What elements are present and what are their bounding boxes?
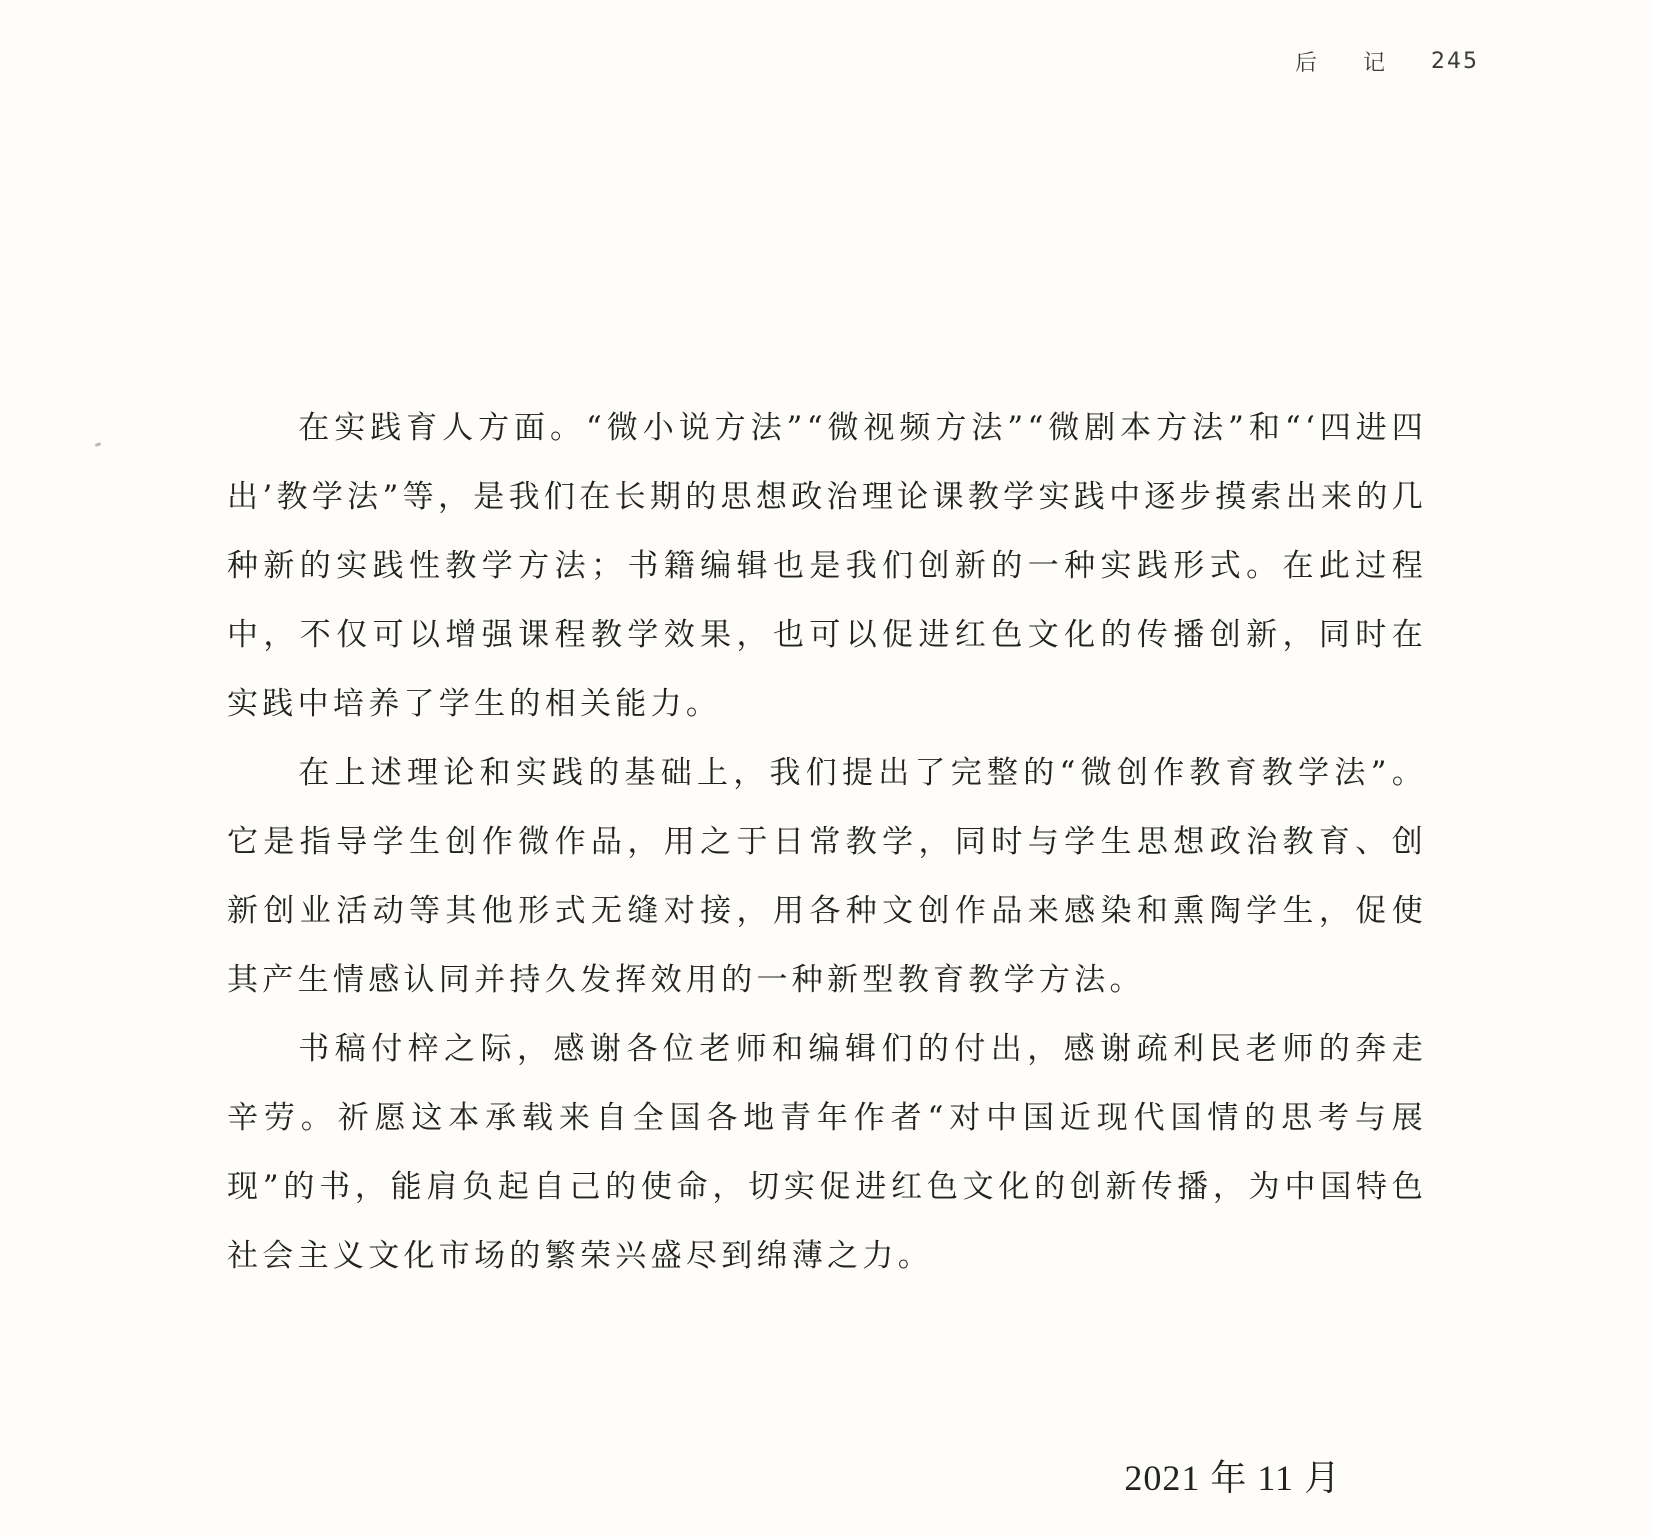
paragraph-thanks: 书稿付梓之际，感谢各位老师和编辑们的付出，感谢疏利民老师的奔走辛劳。祈愿这本承载来自全国各地青年作者“对中国近现代国情的思考与展现”的书，能肩负起自己的使命，切实促进红色文化的创新传播，为中国特色社会主义文化市场的繁荣兴盛尽到绵薄之力。 (227, 1031, 1427, 1274)
header-section-title: 后记 (1294, 51, 1431, 76)
paragraph-practice: 在实践育人方面。“微小说方法”“微视频方法”“微剧本方法”和“‘四进四出’教学法”等，是我们在长期的思想政治理论课教学实践中逐步摸索出来的几种新的实践性教学方法；书籍编辑也是我们创新的一种实践形式。在此过程中，不仅可以增强课程教学效果，也可以促进红色文化的传播创新，同时在实践中培养了学生的相关能力。 (227, 410, 1427, 722)
scan-speck (95, 442, 102, 447)
signoff-date: 2021 年 11 月 (1124, 1458, 1341, 1498)
paragraph-method: 在上述理论和实践的基础上，我们提出了完整的“微创作教育教学法”。它是指导学生创作微作品，用之于日常教学，同时与学生思想政治教育、创新创业活动等其他形式无缝对接，用各种文创作品来感染和熏陶学生，促使其产生情感认同并持久发挥效用的一种新型教育教学方法。 (227, 755, 1427, 998)
running-header (1295, 46, 1479, 77)
header-page-number: 245 (1431, 49, 1479, 74)
afterword-body (227, 394, 1427, 1291)
